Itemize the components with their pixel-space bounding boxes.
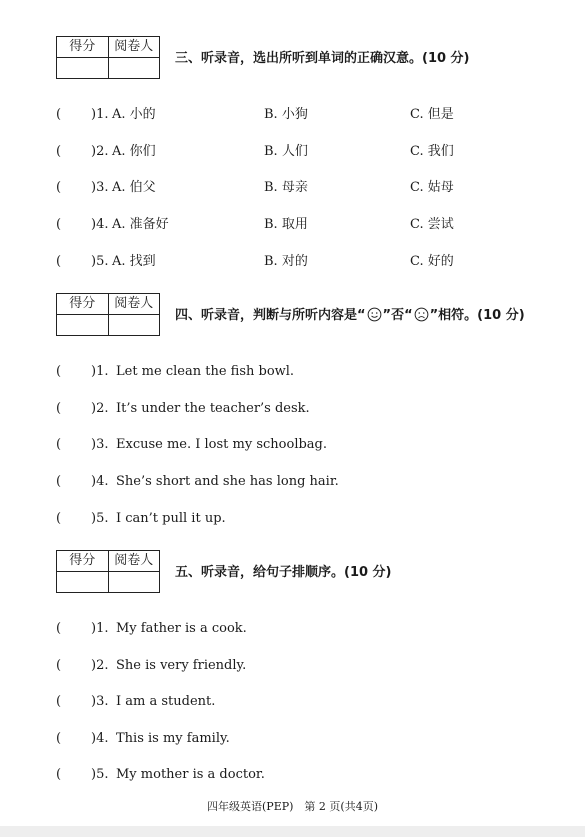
question-number: )1. <box>91 621 109 636</box>
section3-title: 三、听录音，选出所听到单词的正确汉意。(10 分) <box>175 51 470 66</box>
question-text: I can’t pull it up. <box>116 511 226 526</box>
score-label: 得分 <box>57 551 109 572</box>
question-number: )1. <box>91 107 109 122</box>
grader-cell[interactable] <box>108 572 160 593</box>
answer-blank-open[interactable]: ( <box>56 144 62 159</box>
section4-question-5 <box>0 510 585 528</box>
answer-blank-open[interactable]: ( <box>56 437 62 452</box>
section3-question-1 <box>0 106 585 124</box>
question-number: )3. <box>91 437 109 452</box>
question-number: )2. <box>91 144 109 159</box>
section5-question-4 <box>0 730 585 748</box>
question-number: )5. <box>91 511 109 526</box>
score-cell[interactable] <box>57 315 109 336</box>
question-text: She is very friendly. <box>116 658 247 673</box>
grader-label: 阅卷人 <box>108 551 160 572</box>
question-text: I am a student. <box>116 694 216 709</box>
option-b: B. 取用 <box>264 217 308 232</box>
score-label: 得分 <box>57 294 109 315</box>
question-text: It’s under the teacher’s desk. <box>116 401 310 416</box>
answer-blank-open[interactable]: ( <box>56 731 62 746</box>
question-text: My mother is a doctor. <box>116 767 265 782</box>
option-b: B. 小狗 <box>264 107 308 122</box>
question-number: )1. <box>91 364 109 379</box>
question-text: Let me clean the fish bowl. <box>116 364 295 379</box>
section3-question-5 <box>0 253 585 271</box>
question-number: )4. <box>91 731 109 746</box>
score-box-section4 <box>56 293 160 336</box>
question-number: )5. <box>91 254 109 269</box>
answer-blank-open[interactable]: ( <box>56 107 62 122</box>
grader-cell[interactable] <box>108 315 160 336</box>
section5-question-5 <box>0 766 585 784</box>
score-box-section3 <box>56 36 160 79</box>
option-a: A. 你们 <box>112 144 156 159</box>
answer-blank-open[interactable]: ( <box>56 694 62 709</box>
question-text: Excuse me. I lost my schoolbag. <box>116 437 328 452</box>
answer-blank-open[interactable]: ( <box>56 180 62 195</box>
page-edge <box>0 826 585 837</box>
option-a: A. 找到 <box>112 254 156 269</box>
answer-blank-open[interactable]: ( <box>56 474 62 489</box>
score-box-section5 <box>56 550 160 593</box>
section4-question-4 <box>0 473 585 491</box>
answer-blank-open[interactable]: ( <box>56 254 62 269</box>
section5-question-1 <box>0 620 585 638</box>
score-cell[interactable] <box>57 58 109 79</box>
option-c: C. 但是 <box>410 107 454 122</box>
option-a: A. 小的 <box>112 107 156 122</box>
score-label: 得分 <box>57 37 109 58</box>
section4-question-2 <box>0 400 585 418</box>
answer-blank-open[interactable]: ( <box>56 217 62 232</box>
grader-label: 阅卷人 <box>108 37 160 58</box>
option-a: A. 伯父 <box>112 180 156 195</box>
question-number: )4. <box>91 474 109 489</box>
section4-question-3 <box>0 436 585 454</box>
answer-blank-open[interactable]: ( <box>56 401 62 416</box>
answer-blank-open[interactable]: ( <box>56 621 62 636</box>
section5-question-3 <box>0 693 585 711</box>
section4-title-part2: ”否“ <box>382 308 413 323</box>
question-number: )2. <box>91 658 109 673</box>
option-b: B. 对的 <box>264 254 308 269</box>
question-text: My father is a cook. <box>116 621 247 636</box>
option-a: A. 准备好 <box>112 217 169 232</box>
smiley-face-icon <box>367 307 382 322</box>
question-text: This is my family. <box>116 731 230 746</box>
option-c: C. 我们 <box>410 144 454 159</box>
answer-blank-open[interactable]: ( <box>56 364 62 379</box>
section4-title-part3: ”相符。(10 分) <box>429 308 525 323</box>
answer-blank-open[interactable]: ( <box>56 767 62 782</box>
sad-face-icon <box>414 307 429 322</box>
option-c: C. 姑母 <box>410 180 454 195</box>
section3-question-4 <box>0 216 585 234</box>
answer-blank-open[interactable]: ( <box>56 511 62 526</box>
section4-title <box>175 307 525 325</box>
section5-question-2 <box>0 657 585 675</box>
question-text: She’s short and she has long hair. <box>116 474 339 489</box>
option-c: C. 好的 <box>410 254 454 269</box>
section3-question-3 <box>0 179 585 197</box>
question-number: )2. <box>91 401 109 416</box>
option-c: C. 尝试 <box>410 217 454 232</box>
section4-question-1 <box>0 363 585 381</box>
grader-cell[interactable] <box>108 58 160 79</box>
question-number: )3. <box>91 694 109 709</box>
section3-question-2 <box>0 143 585 161</box>
page-footer: 四年级英语(PEP) 第 2 页(共4页) <box>207 800 378 813</box>
question-number: )4. <box>91 217 109 232</box>
grader-label: 阅卷人 <box>108 294 160 315</box>
section5-title: 五、听录音，给句子排顺序。(10 分) <box>175 565 392 580</box>
option-b: B. 母亲 <box>264 180 308 195</box>
section4-title-part1: 四、听录音，判断与所听内容是“ <box>175 308 366 323</box>
option-b: B. 人们 <box>264 144 308 159</box>
question-number: )5. <box>91 767 109 782</box>
answer-blank-open[interactable]: ( <box>56 658 62 673</box>
question-number: )3. <box>91 180 109 195</box>
score-cell[interactable] <box>57 572 109 593</box>
